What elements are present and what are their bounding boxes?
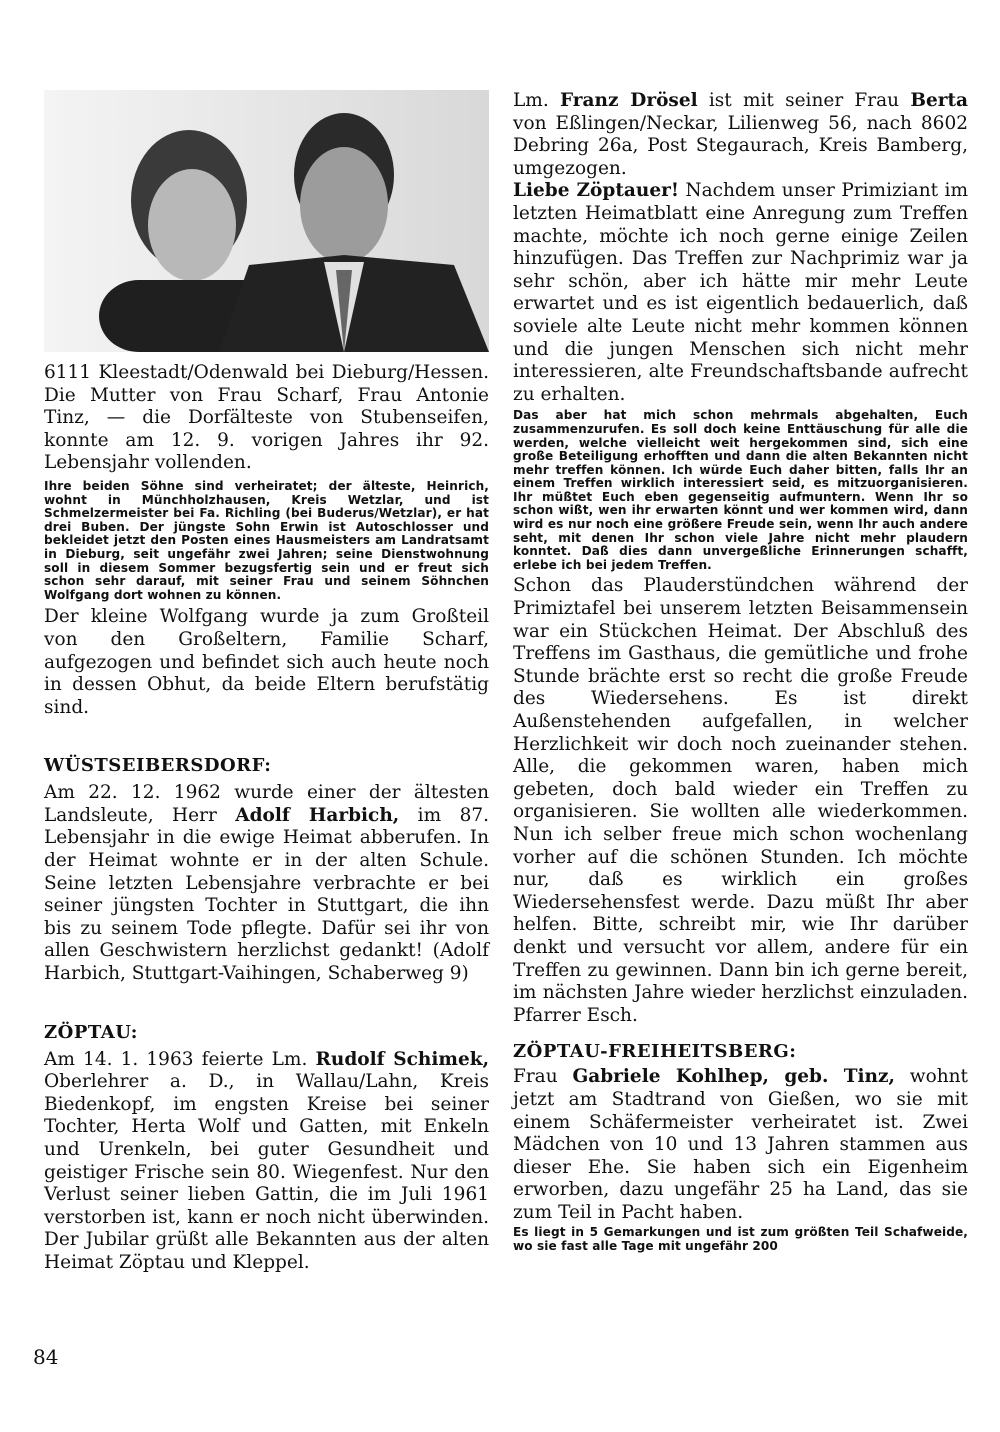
salutation: Liebe Zöptauer! — [513, 180, 679, 202]
text: wohnt jetzt am Stadtrand von Gießen, wo sie mit einem Schäfermeister verheiratet ist. Zwei Mädchen von 10 und 13 Jahren stammen aus dieser Ehe. Sie haben sich ein Eigenheim erworben, dazu ungefähr 25 ha Land, das sie zum Teil in Pacht haben. — [513, 1066, 968, 1223]
text: Oberlehrer a. D., in Wallau/Lahn, Kreis Biedenkopf, im engsten Kreise bei seiner Tochter, Herta Wolf und Gatten, mit Enkeln und Urenkeln, bei guter Gesundheit und geistiger Frische sein 80. Wiegenfest. Nur den Verlust seiner lieben Gattin, die im Juli 1961 verstorben ist, kann er noch nicht überwinden. Der Jubilar grüßt alle Bekannten aus der alten Heimat Zöptau und Kleppel. — [44, 1071, 489, 1273]
person-name: Rudolf Schimek, — [315, 1048, 490, 1070]
paragraph: Der kleine Wolfgang wurde ja zum Großteil von den Großeltern, Familie Scharf, aufgezogen und befindet sich auch heute noch in dessen Obhut, da beide Eltern berufstätig sind. — [44, 606, 489, 718]
text: im 87. Lebensjahr in die ewige Heimat abberufen. In der Heimat wohnte er in der alten Schule. Seine letzten Lebensjahre verbrachte er bei seiner jüngsten Tochter in Stuttgart, die ihn bis zu seinem Tode pflegte. Dafür sei ihr von allen Geschwistern herzlichst gedankt! (Adolf Harbich, Stuttgart-Vaihingen, Schaberweg 9) — [44, 804, 489, 985]
photo-image — [44, 90, 489, 352]
text: Lm. — [513, 90, 560, 111]
section-paragraph — [44, 1049, 489, 1275]
text: Am 14. 1. 1963 feierte Lm. — [44, 1048, 316, 1070]
paragraph — [513, 90, 968, 180]
small-paragraph: Es liegt in 5 Gemarkungen und ist zum größten Teil Schafweide, wo sie fast alle Tage mit ungefähr 200 — [513, 1225, 968, 1254]
section-paragraph — [513, 1066, 968, 1224]
section-heading: ZÖPTAU: — [44, 1021, 138, 1043]
person-name: Franz Drösel — [559, 90, 698, 111]
section-paragraph — [44, 782, 489, 985]
text: Am 22. 12. 1962 wurde einer der ältesten Landsleute, Herr — [44, 782, 489, 826]
paragraph: Schon das Plauderstündchen während der Primiztafel bei unserem letzten Beisammensein war ein Stückchen Heimat. Der Abschluß des Treffens im Gasthaus, die gemütliche und frohe Stunde brächte erst so recht die große Freude des Wiedersehens. Es ist direkt Außenstehenden aufgefallen, in welcher Herzlichkeit wir doch noch zueinander stehen. Alle, die gekommen waren, haben mich gebeten, doch bald wieder ein Treffen zu organisieren. Sie wollten alle wiederkommen. Nun ich selber freue mich schon wochenlang vorher auf die schönen Stunden. Ich möchte nur, daß es wirklich ein großes Wiedersehensfest werde. Dazu müßt Ihr aber helfen. Bitte, schreibt mir, wie Ihr darüber denkt und versucht vor allem, andere für ein Treffen zu gewinnen. Dann bin ich gerne bereit, im nächsten Jahre wieder herzlichst einzuladen. Pfarrer Esch. — [513, 575, 968, 1026]
page-number: 84 — [33, 1345, 59, 1369]
portrait-photo — [44, 90, 489, 352]
text: Nachdem unser Primiziant im letzten Heimatblatt eine Anregung zum Treffen machte, möchte ich noch gerne einige Zeilen hinzufügen. Das Treffen zur Nachprimiz war ja sehr schön, aber ich hätte mir mehr Leute erwartet und es ist eigentlich bedauerlich, daß soviele alte Leute nicht mehr kommen können und die jungen Menschen sich nicht mehr interessieren, alte Freundschaftsbande aufrecht zu erhalten. — [513, 180, 968, 405]
person-name: Adolf Harbich, — [235, 804, 400, 826]
small-paragraph: Das aber hat mich schon mehrmals abgehalten, Euch zusammenzurufen. Es soll doch keine Enttäuschung für alle die werden, welche vielleicht weit hergekommen sind, sich eine große Beteiligung erhofften und dann die alten Bekannten nicht mehr treffen können. Ich würde Euch daher bitten, falls Ihr an einem Treffen wirklich interessiert seid, es mitzuorganisieren. Ihr müßtet Euch eben gegenseitig aufmuntern. Wenn Ihr so schon wißt, wen ihr erwarten könnt und wer kommen wird, dann wird es nur noch eine größere Freude sein, wenn Ihr auch andere seht, mit denen Ihr schon viele Jahre nicht mehr plaudern konntet. Daß dies dann unvergeßliche Erinnerungen schafft, erlebe ich bei jedem Treffen. — [513, 408, 968, 572]
paragraph — [513, 180, 968, 406]
intro-paragraph: 6111 Kleestadt/Odenwald bei Dieburg/Hessen. Die Mutter von Frau Scharf, Frau Antonie Tinz, — die Dorfälteste von Stubenseifen, konnte am 12. 9. vorigen Jahres ihr 92. Lebensjahr vollenden. — [44, 362, 489, 474]
section-heading: ZÖPTAU-FREIHEITSBERG: — [513, 1041, 797, 1063]
right-column — [513, 90, 968, 1254]
text: Frau — [513, 1066, 573, 1088]
text: ist mit seiner Frau — [697, 90, 911, 111]
section-heading: WÜSTSEIBERSDORF: — [44, 755, 272, 777]
small-paragraph: Ihre beiden Söhne sind verheiratet; der älteste, Heinrich, wohnt in Münchholzhausen, Kreis Wetzlar, und ist Schmelzermeister bei Fa. Richling (bei Buderus/Wetzlar), er hat drei Buben. Der jüngste Sohn Erwin ist Autoschlosser und bekleidet jetzt den Posten eines Hausmeisters am Landratsamt in Dieburg, seit ungefähr zwei Jahren; seine Dienstwohnung soll in diesem Sommer bezugsfertig sein und er freut sich schon sehr darauf, mit seiner Frau und seinem Söhnchen Wolfgang dort wohnen zu können. — [44, 478, 489, 602]
left-column — [44, 90, 489, 1275]
text: von Eßlingen/Neckar, Lilienweg 56, nach 8602 Debring 26a, Post Stegaurach, Kreis Bamberg, umgezogen. — [513, 112, 968, 179]
person-name: Berta — [910, 90, 968, 111]
person-name: Gabriele Kohlhep, geb. Tinz, — [572, 1066, 895, 1088]
